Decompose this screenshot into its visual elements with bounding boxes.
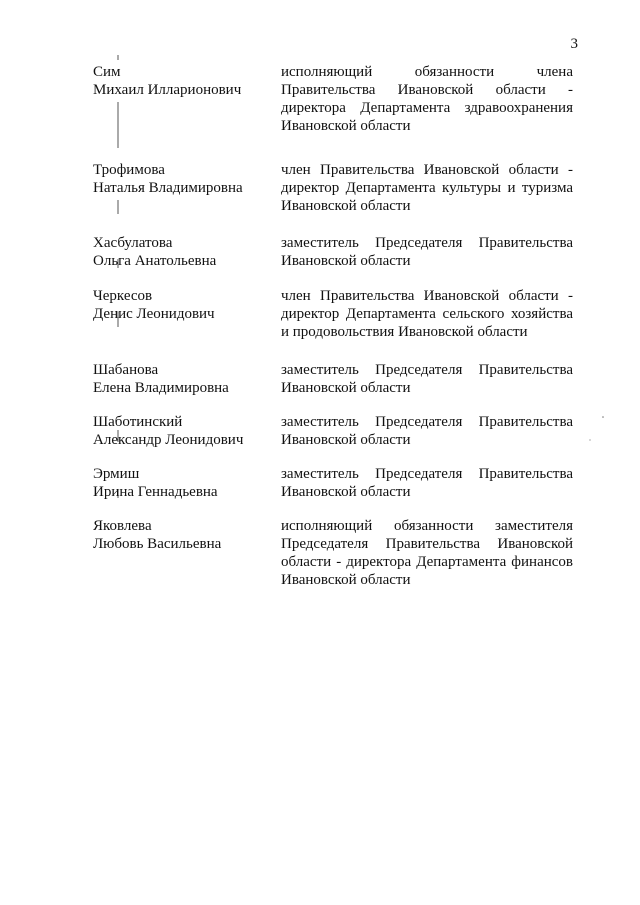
official-name — [93, 287, 281, 323]
official-surname: Шаботинский — [93, 414, 183, 430]
official-given-names: Михаил Илларионович — [93, 82, 242, 98]
official-position: заместитель Председателя Правительства Ивановской области — [281, 362, 573, 396]
official-given-names: Денис Леонидович — [93, 306, 215, 322]
official-name — [93, 234, 281, 270]
official-position: исполняющий обязанности члена Правительства Ивановской области - директора Департамента здравоохранения Ивановской области — [281, 64, 573, 134]
official-entry — [93, 517, 573, 589]
official-entry — [93, 465, 573, 501]
official-entry — [93, 161, 573, 215]
official-surname: Шабанова — [93, 362, 159, 378]
official-given-names: Ольга Анатольевна — [93, 253, 217, 269]
officials-list — [93, 63, 573, 607]
official-position: заместитель Председателя Правительства Ивановской области — [281, 466, 573, 500]
official-entry — [93, 234, 573, 270]
official-entry — [93, 63, 573, 135]
official-surname: Трофимова — [93, 162, 165, 178]
official-given-names: Елена Владимировна — [93, 380, 229, 396]
official-given-names: Любовь Васильевна — [93, 536, 222, 552]
official-position: член Правительства Ивановской области - директор Департамента культуры и туризма Ивановской области — [281, 162, 573, 214]
official-surname: Эрмиш — [93, 466, 140, 482]
official-surname: Сим — [93, 64, 121, 80]
official-position: заместитель Председателя Правительства Ивановской области — [281, 235, 573, 269]
official-name — [93, 63, 281, 99]
official-position: исполняющий обязанности заместителя Председателя Правительства Ивановской области - директора Департамента финансов Ивановской области — [281, 518, 573, 588]
official-name — [93, 465, 281, 501]
official-entry — [93, 361, 573, 397]
official-surname: Хасбулатова — [93, 235, 173, 251]
official-entry — [93, 413, 573, 449]
official-entry — [93, 287, 573, 341]
official-name — [93, 413, 281, 449]
official-surname: Черкесов — [93, 288, 153, 304]
official-name — [93, 161, 281, 197]
official-position: заместитель Председателя Правительства Ивановской области — [281, 414, 573, 448]
official-name — [93, 517, 281, 553]
page-number: 3 — [570, 36, 578, 52]
official-given-names: Ирина Геннадьевна — [93, 484, 218, 500]
official-name — [93, 361, 281, 397]
official-given-names: Наталья Владимировна — [93, 180, 243, 196]
official-given-names: Александр Леонидович — [93, 432, 244, 448]
official-position: член Правительства Ивановской области - директор Департамента сельского хозяйства и продовольствия Ивановской области — [281, 288, 573, 340]
official-surname: Яковлева — [93, 518, 152, 534]
